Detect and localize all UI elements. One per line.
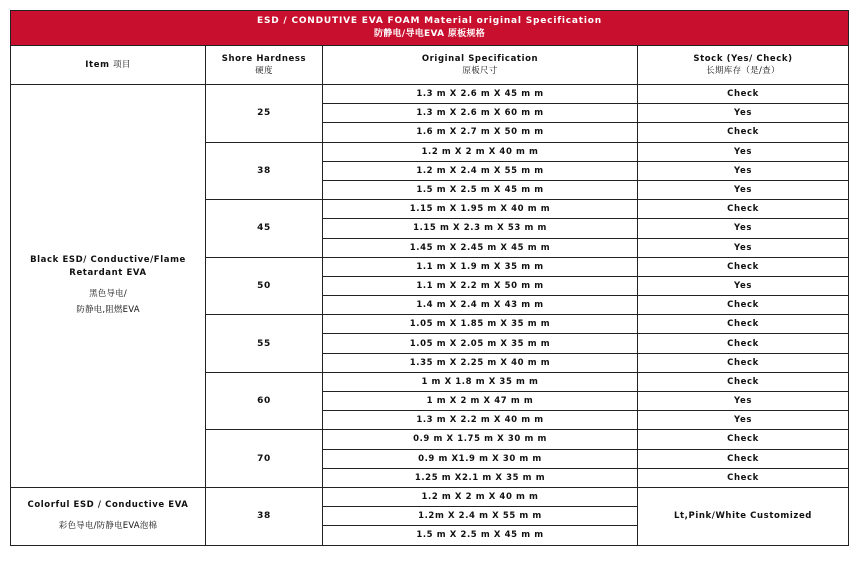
stock-merged-cell: Lt,Pink/White Customized <box>638 487 849 545</box>
stock-cell: Yes <box>638 219 849 238</box>
table-title <box>11 11 849 46</box>
header-item <box>11 46 206 85</box>
spec-cell: 1.45 m X 2.45 m X 45 m m <box>323 238 638 257</box>
header-hardness-zh: 硬度 <box>255 66 273 76</box>
spec-cell: 1.2 m X 2 m X 40 m m <box>323 142 638 161</box>
hardness-cell: 55 <box>206 315 323 373</box>
spec-cell: 1.1 m X 1.9 m X 35 m m <box>323 257 638 276</box>
item-group-name-en: Colorful ESD / Conductive EVA <box>27 499 189 510</box>
stock-cell: Check <box>638 353 849 372</box>
spec-cell: 1.3 m X 2.2 m X 40 m m <box>323 411 638 430</box>
spec-cell: 1 m X 1.8 m X 35 m m <box>323 372 638 391</box>
hardness-cell: 60 <box>206 372 323 430</box>
stock-cell: Yes <box>638 142 849 161</box>
stock-cell: Yes <box>638 238 849 257</box>
spec-table <box>10 10 849 546</box>
spec-cell: 1.3 m X 2.6 m X 45 m m <box>323 85 638 104</box>
spec-cell: 1.05 m X 2.05 m X 35 m m <box>323 334 638 353</box>
header-spec-zh: 原板尺寸 <box>462 66 498 76</box>
table-row <box>11 85 849 104</box>
spec-cell: 1.05 m X 1.85 m X 35 m m <box>323 315 638 334</box>
spec-cell: 1.35 m X 2.25 m X 40 m m <box>323 353 638 372</box>
spec-cell: 1.15 m X 2.3 m X 53 m m <box>323 219 638 238</box>
stock-cell: Check <box>638 296 849 315</box>
title-chinese: 防静电/导电EVA 原板规格 <box>373 29 486 39</box>
stock-cell: Yes <box>638 180 849 199</box>
item-group-name-zh-2: 防静电,阻燃EVA <box>76 304 140 315</box>
spec-cell: 1.2m X 2.4 m X 55 m m <box>323 507 638 526</box>
stock-cell: Check <box>638 257 849 276</box>
stock-cell: Check <box>638 468 849 487</box>
header-item-zh: 项目 <box>113 60 131 70</box>
hardness-cell: 38 <box>206 487 323 545</box>
stock-cell: Check <box>638 430 849 449</box>
spec-cell: 1.2 m X 2.4 m X 55 m m <box>323 161 638 180</box>
stock-cell: Yes <box>638 276 849 295</box>
item-group-name-en: Black ESD/ Conductive/Flame Retardant EVA <box>30 254 186 278</box>
header-spec <box>323 46 638 85</box>
header-spec-en: Original Specification <box>421 54 539 64</box>
hardness-cell: 50 <box>206 257 323 315</box>
spec-cell: 1.2 m X 2 m X 40 m m <box>323 487 638 506</box>
spec-cell: 1.5 m X 2.5 m X 45 m m <box>323 180 638 199</box>
table-row <box>11 487 849 506</box>
header-stock-zh: 长期库存（是/查） <box>706 66 780 76</box>
item-group-cell <box>11 85 206 488</box>
spec-cell: 1.25 m X2.1 m X 35 m m <box>323 468 638 487</box>
stock-cell: Check <box>638 123 849 142</box>
spec-cell: 1.5 m X 2.5 m X 45 m m <box>323 526 638 545</box>
spec-cell: 0.9 m X1.9 m X 30 m m <box>323 449 638 468</box>
spec-cell: 0.9 m X 1.75 m X 30 m m <box>323 430 638 449</box>
hardness-cell: 25 <box>206 85 323 143</box>
hardness-cell: 38 <box>206 142 323 200</box>
spec-cell: 1.6 m X 2.7 m X 50 m m <box>323 123 638 142</box>
header-item-en: Item <box>85 60 110 70</box>
stock-cell: Yes <box>638 392 849 411</box>
header-hardness <box>206 46 323 85</box>
spec-cell: 1.4 m X 2.4 m X 43 m m <box>323 296 638 315</box>
header-stock <box>638 46 849 85</box>
item-group-cell <box>11 487 206 545</box>
stock-cell: Check <box>638 449 849 468</box>
spec-cell: 1.15 m X 1.95 m X 40 m m <box>323 200 638 219</box>
stock-cell: Yes <box>638 161 849 180</box>
stock-cell: Check <box>638 372 849 391</box>
header-stock-en: Stock (Yes/ Check) <box>693 54 793 64</box>
spec-cell: 1.1 m X 2.2 m X 50 m m <box>323 276 638 295</box>
stock-cell: Check <box>638 315 849 334</box>
hardness-cell: 45 <box>206 200 323 258</box>
stock-cell: Check <box>638 200 849 219</box>
hardness-cell: 70 <box>206 430 323 488</box>
stock-cell: Check <box>638 334 849 353</box>
stock-cell: Yes <box>638 411 849 430</box>
spec-sheet <box>10 10 848 546</box>
item-group-name-zh: 彩色导电/防静电EVA泡棉 <box>58 520 158 531</box>
title-english: ESD / CONDUTIVE EVA FOAM Material original Specification <box>257 16 602 26</box>
stock-cell: Yes <box>638 104 849 123</box>
header-hardness-en: Shore Hardness <box>221 54 307 64</box>
spec-cell: 1.3 m X 2.6 m X 60 m m <box>323 104 638 123</box>
spec-cell: 1 m X 2 m X 47 m m <box>323 392 638 411</box>
item-group-name-zh: 黑色导电/ <box>89 288 127 299</box>
stock-cell: Check <box>638 85 849 104</box>
